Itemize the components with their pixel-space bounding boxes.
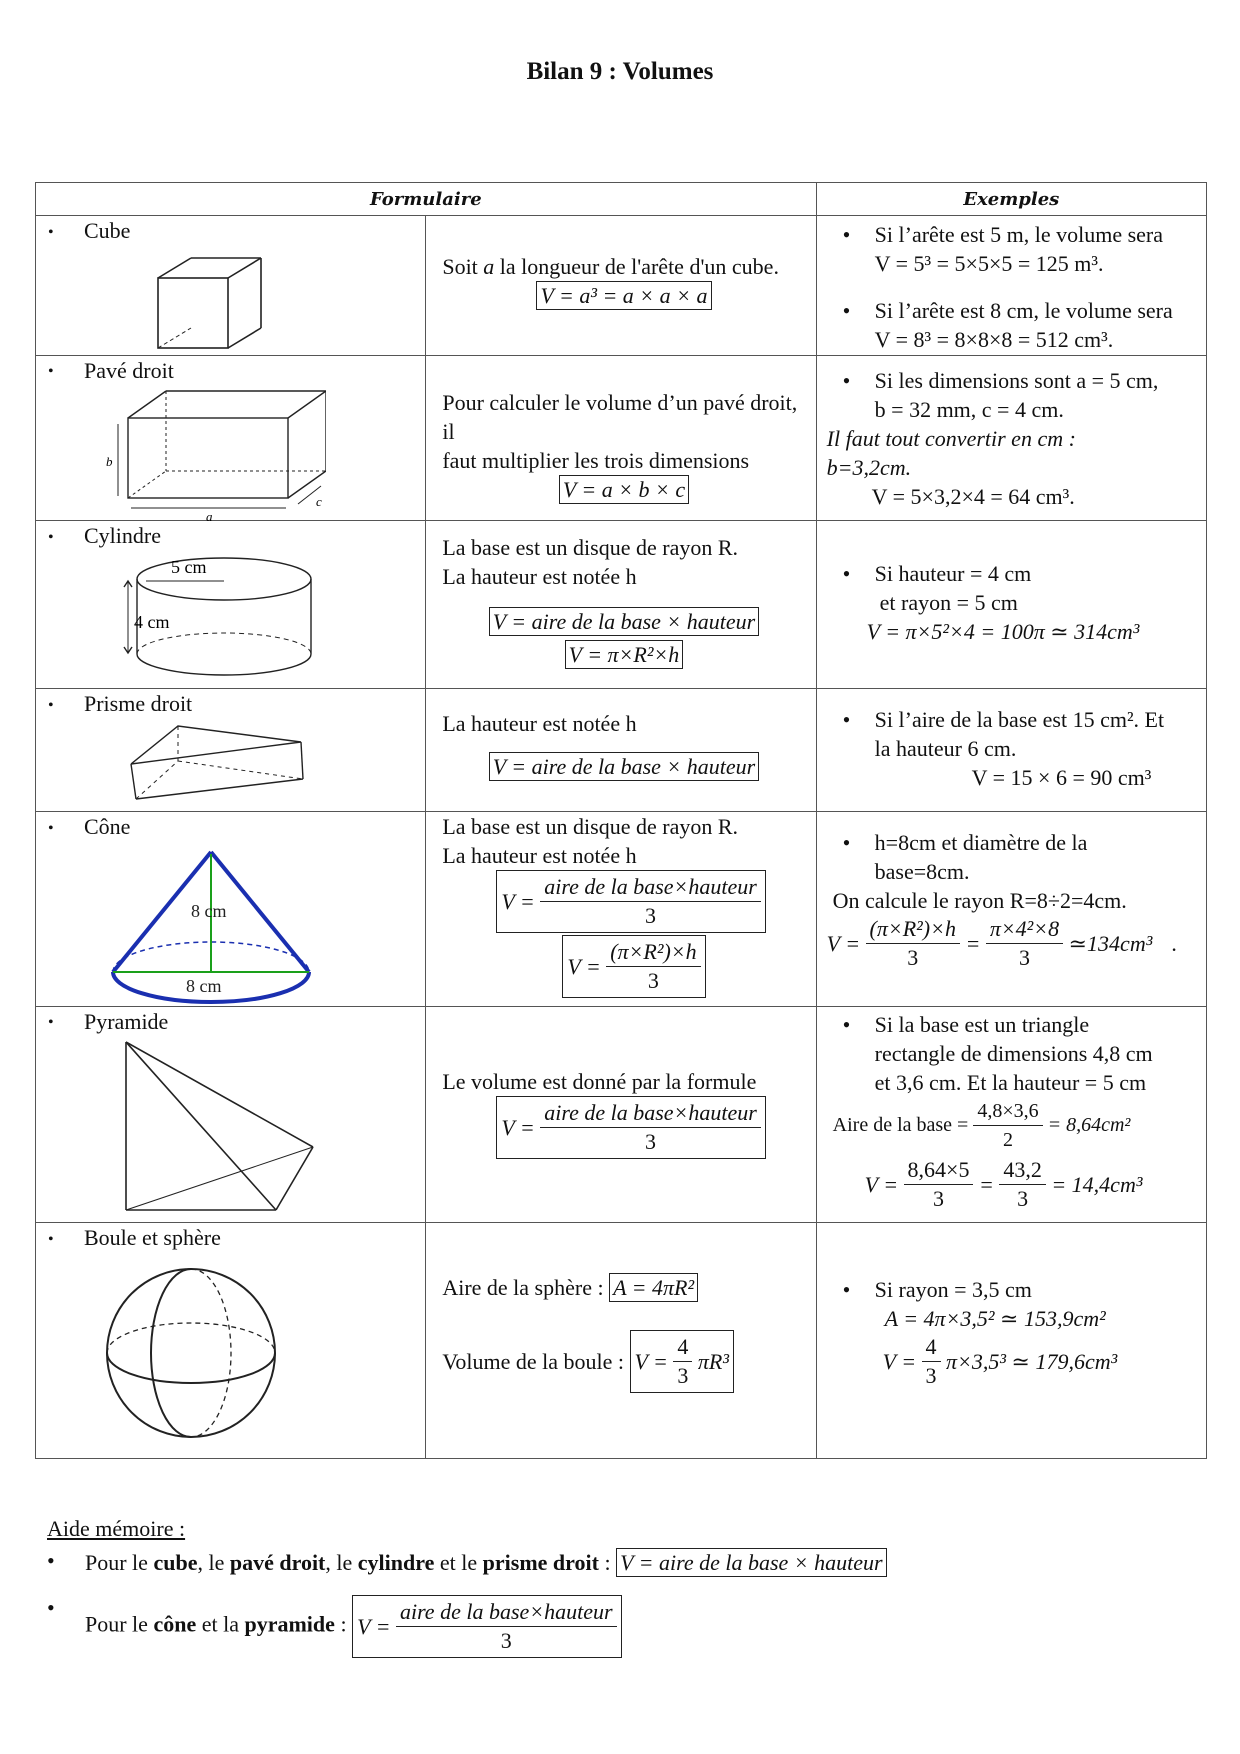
cone-example-result: V = $\frac{\text{(π×R²)×h}}{3}$ = $\frac{\text{π×4²×8}}{3}$ ≃134cm³ .	[826, 915, 1178, 970]
pave-example-result: V = 5×3,2×4 = 64 cm³.	[871, 483, 1075, 509]
sphere-aire: Aire de la sphère : A = 4πR²	[442, 1273, 805, 1302]
cone-formula-frac2: V = $\frac{\text{(π×R²)×h}}{3}$	[562, 935, 705, 998]
header-formulaire: Formulaire	[36, 183, 817, 216]
shape-name-prisme: Prisme droit	[84, 690, 193, 716]
memo-line-2: • Pour le cône et la pyramide : V = $\frac{\text{aire de la base×hauteur}}{3}$	[47, 1595, 1197, 1658]
prisme-example-result: V = 15 × 6 = 90 cm³	[971, 764, 1152, 790]
memo-formula-box: V = aire de la base × hauteur	[616, 1548, 887, 1577]
cylindre-formula-line1: La base est un disque de rayon R.	[442, 535, 739, 561]
cube-example-1: • Si l’arête est 5 m, le volume sera V = 5³ = 5×5×5 = 125 m³.	[827, 220, 1198, 278]
cylindre-label-height: 4 cm	[134, 612, 170, 633]
sphere-aire-box: A = 4πR²	[609, 1273, 698, 1302]
pave-example-convert: Il faut tout convertir en cm :	[826, 425, 1076, 451]
volumes-table	[35, 182, 1207, 1459]
shape-name-pave: Pavé droit	[84, 357, 174, 383]
cube-formula-box: V = a³ = a × a × a	[536, 281, 711, 310]
prisme-figure	[96, 719, 316, 811]
pave-figure	[76, 386, 326, 521]
cone-label-height: 8 cm	[191, 900, 227, 921]
pyramide-figure	[81, 1037, 331, 1223]
cone-formula-line2: La hauteur est notée h	[442, 842, 637, 868]
cube-example-2: • Si l’arête est 8 cm, le volume sera V = 8³ = 8×8×8 = 512 cm³.	[827, 296, 1198, 354]
boule-volume: Volume de la boule : V = $\frac{4}{3}$ πR³	[442, 1330, 805, 1393]
memo-title: Aide mémoire :	[47, 1516, 186, 1541]
memo-line-1: • Pour le cube, le pavé droit, le cylindre et le prisme droit : V = aire de la base × hauteur	[47, 1548, 1197, 1577]
pyramide-formula-frac: V = $\frac{\text{aire de la base×hauteur}}{3}$	[496, 1096, 766, 1159]
cone-figure	[71, 842, 331, 1004]
row-cylindre	[36, 521, 1207, 689]
row-cube	[36, 216, 1207, 355]
pave-formula-box: V = a × b × c	[559, 475, 689, 504]
cone-formula-line1: La base est un disque de rayon R.	[442, 813, 739, 839]
cylindre-label-radius: 5 cm	[171, 557, 207, 578]
prisme-formula-box: V = aire de la base × hauteur	[489, 752, 760, 781]
shape-name-cone: Cône	[84, 813, 131, 839]
memo-formula-frac: V = $\frac{\text{aire de la base×hauteur}}{3}$	[352, 1595, 622, 1658]
pyramide-example: • Si la base est un triangle rectangle de dimensions 4,8 cm et 3,6 cm. Et la hauteur = 5 cm	[827, 1010, 1198, 1097]
cone-formula-frac1: V = $\frac{\text{aire de la base×hauteur}}{3}$	[496, 870, 766, 933]
shape-name-cylindre: Cylindre	[84, 523, 161, 549]
cylindre-formula-box1: V = aire de la base × hauteur	[489, 607, 760, 636]
shape-name-cube: Cube	[84, 218, 131, 244]
cylindre-figure	[96, 551, 326, 686]
cone-example: • h=8cm et diamètre de la base=8cm.	[827, 828, 1198, 886]
cylindre-example-result: V = π×5²×4 = 100π ≃ 314cm³	[866, 619, 1140, 645]
boule-example: • Si rayon = 3,5 cm	[827, 1275, 1198, 1304]
header-exemples: Exemples	[816, 183, 1206, 216]
pave-label-c: c	[316, 493, 322, 509]
bullet-icon: •	[48, 528, 54, 546]
prisme-formula-line1: La hauteur est notée h	[442, 710, 637, 736]
pave-example: • Si les dimensions sont a = 5 cm, b = 32 mm, c = 4 cm.	[827, 366, 1198, 424]
bullet-icon: •	[48, 224, 54, 242]
bullet-icon: •	[48, 1014, 54, 1032]
cylindre-formula-box2: V = π×R²×h	[565, 640, 684, 669]
cone-example-radius: On calcule le rayon R=8÷2=4cm.	[832, 887, 1127, 913]
shape-name-boule: Boule et sphère	[84, 1225, 221, 1251]
cube-formula-text: Soit a la longueur de l'arête d'un cube.	[442, 254, 779, 280]
prisme-example: • Si l’aire de la base est 15 cm². Et la hauteur 6 cm.	[827, 705, 1198, 763]
pave-formula-line2: faut multiplier les trois dimensions	[442, 447, 750, 473]
bullet-icon: •	[48, 1231, 54, 1249]
row-pave-droit	[36, 355, 1207, 521]
boule-volume-box: V = $\frac{4}{3}$ πR³	[630, 1330, 734, 1393]
pave-example-b: b=3,2cm.	[826, 454, 912, 480]
cone-label-diameter: 8 cm	[186, 975, 222, 996]
pyramide-example-volume: V = $\frac{8,64\times 5}{3}$ = $\frac{43,2}{3}$ = 14,4cm³	[864, 1156, 1143, 1211]
row-boule	[36, 1223, 1207, 1459]
sphere-figure	[86, 1263, 296, 1443]
cylindre-formula-line2: La hauteur est notée h	[442, 564, 637, 590]
bullet-icon: •	[48, 363, 54, 381]
pave-formula-line1: Pour calculer le volume d’un pavé droit, il	[442, 389, 798, 444]
page-title: Bilan 9 : Volumes	[526, 58, 714, 85]
bullet-icon: •	[48, 819, 54, 837]
pave-label-a: a	[206, 508, 213, 521]
boule-example-aire: A = 4π×3,5² ≃ 153,9cm²	[884, 1306, 1106, 1332]
cube-figure	[116, 256, 266, 351]
pave-label-b: b	[106, 453, 113, 469]
cylindre-example: • Si hauteur = 4 cm et rayon = 5 cm	[827, 559, 1198, 617]
aide-memoire	[47, 1516, 1197, 1658]
row-pyramide	[36, 1006, 1207, 1223]
row-cone	[36, 811, 1207, 1006]
shape-name-pyramide: Pyramide	[84, 1008, 169, 1034]
pyramide-example-aire: Aire de la base = $\frac{4,8\times 3,6}{2}$ = 8,64cm²	[827, 1097, 1198, 1154]
row-prisme	[36, 688, 1207, 811]
bullet-icon: •	[48, 696, 54, 714]
pyramide-formula-line1: Le volume est donné par la formule	[442, 1068, 757, 1094]
boule-example-volume: V = $\frac{4}{3}$ π×3,5³ ≃ 179,6cm³	[882, 1334, 1118, 1389]
